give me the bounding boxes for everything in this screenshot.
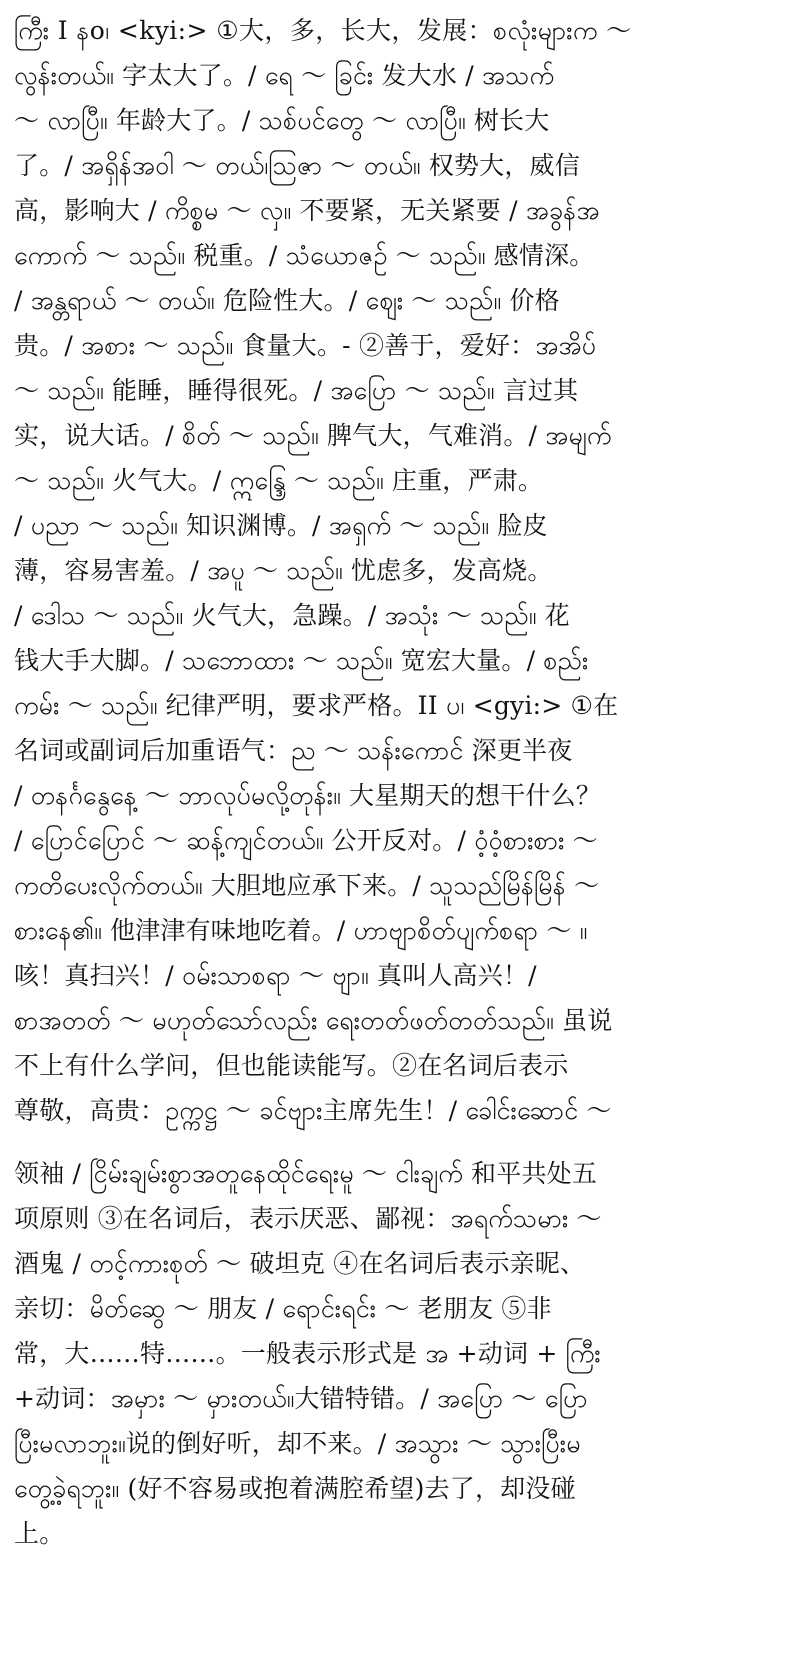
entry-line-23: စာအတတ် ～ မဟုတ်သော်လည်း ရေးတတ်ဖတ်တတ်သည်။ 虽说 [14, 1006, 613, 1035]
entry-line-15: 钱大手大脚。/ သဘောထား ～ သည်။ 宽宏大量。/ စည်း [14, 646, 589, 675]
continuation-line-4: 亲切：မိတ်ဆွေ ～ 朋友 / ရောင်းရင်း ～ 老朋友 ⑤非 [14, 1294, 552, 1323]
entry-line-7: / အန္တရာယ် ～ တယ်။ 危险性大。/ ဈေး ～ သည်။ 价格 [14, 286, 560, 315]
entry-line-14: / ဒေါသ ～ သည်။ 火气大，急躁。/ အသုံး ～ သည်။ 花 [14, 601, 570, 630]
entry-line-11: ～ သည်။ 火气大。/ ဣန္ဒြေ ～ သည်။ 庄重，严肃。 [14, 466, 544, 495]
continuation-line-8: တွေ့ခဲ့ရဘူး။ (好不容易或抱着满腔希望)去了，却没碰 [14, 1474, 576, 1503]
entry-line-21: စားနေ၏။ 他津津有味地吃着。/ ဟာဗျာစိတ်ပျက်စရာ ～ ။ [14, 916, 588, 945]
entry-line-5: 高，影响大 / ကိစ္စမ ～ လှ။ 不要紧，无关紧要 / အခွန်အ [14, 196, 600, 225]
entry-line-4: 了。/ အရှိန်အဝါ ～ တယ်၊ဩဇာ ～ တယ်။ 权势大，威信 [14, 151, 580, 180]
dictionary-entry-kyi [14, 8, 797, 1133]
entry-line-1: ကြီး I နo၊ <kyi:> ①大，多，长大，发展：စလုံးများက ～ [14, 16, 632, 45]
entry-line-17: 名词或副词后加重语气：ည ～ သန်းကောင် 深更半夜 [14, 736, 573, 765]
entry-line-10: 实，说大话。/ စိတ် ～ သည်။ 脾气大，气难消。/ အမျက် [14, 421, 612, 450]
continuation-line-2: 项原则 ③在名词后，表示厌恶、鄙视：အရက်သမား ～ [14, 1204, 602, 1233]
entry-line-3: ～ လာပြီ။ 年龄大了。/ သစ်ပင်တွေ ～ လာပြီ။ 树长大 [14, 106, 550, 135]
entry-line-20: ကတိပေးလိုက်တယ်။ 大胆地应承下来。/ သူသည်မြိန်မြိန် ～ [14, 871, 600, 900]
continuation-line-9: 上。 [14, 1519, 65, 1548]
entry-line-25: 尊敬，高贵：ဥက္ကဋ္ဌ ～ ခင်ဗျား主席先生！/ ခေါင်းဆောင် ～ [14, 1096, 612, 1125]
entry-line-9: ～ သည်။ 能睡，睡得很死。/ အပြော ～ သည်။ 言过其 [14, 376, 579, 405]
entry-line-24: 不上有什么学问，但也能读能写。②在名词后表示 [14, 1051, 569, 1080]
dictionary-entry-continuation [14, 1151, 797, 1556]
column-break-gap [14, 1133, 797, 1151]
continuation-line-7: ပြီးမလာဘူး။说的倒好听，却不来。/ အသွား ～ သွားပြီးမ [14, 1429, 581, 1458]
continuation-line-3: 酒鬼 / တင့်ကားစုတ် ～ 破坦克 ④在名词后表示亲昵、 [14, 1249, 586, 1278]
continuation-line-1: 领袖 / ငြိမ်းချမ်းစွာအတူနေထိုင်ရေးမူ ～ ငါးချက် 和平共处五 [14, 1159, 598, 1188]
entry-line-22: 咳！真扫兴！/ ဝမ်းသာစရာ ～ ဗျာ။ 真叫人高兴！/ [14, 961, 537, 990]
entry-line-2: လွန်းတယ်။ 字太大了。/ ရေ ～ ခြင်း 发大水 / အသက် [14, 61, 555, 90]
entry-line-13: 薄，容易害羞。/ အပူ ～ သည်။ 忧虑多，发高烧。 [14, 556, 553, 585]
continuation-line-5: 常，大……特……。一般表示形式是 အ +动词 + ကြီး [14, 1339, 601, 1368]
entry-line-8: 贵。/ အစား ～ သည်။ 食量大。- ②善于，爱好：အအိပ် [14, 331, 597, 360]
entry-line-16: ကမ်း ～ သည်။ 纪律严明，要求严格。II ပ၊ <gyi:> ①在 [14, 691, 619, 720]
entry-line-6: ကောက် ～ သည်။ 税重。/ သံယောဇဉ် ～ သည်။ 感情深。 [14, 241, 595, 270]
entry-line-18: / တနင်္ဂနွေနေ့ ～ ဘာလုပ်မလို့တုန်း။ 大星期天的想干什么？ [14, 781, 602, 810]
entry-line-19: / ပြောင်ပြောင် ～ ဆန့်ကျင်တယ်။ 公开反对。/ ဝံ့ဝံ့စားစား ～ [14, 826, 598, 855]
entry-line-12: / ပညာ ～ သည်။ 知识渊博。/ အရှက် ～ သည်။ 脸皮 [14, 511, 548, 540]
continuation-line-6: +动词：အမှား ～ မှားတယ်။大错特错。/ အပြော ～ ပြော [14, 1384, 588, 1413]
